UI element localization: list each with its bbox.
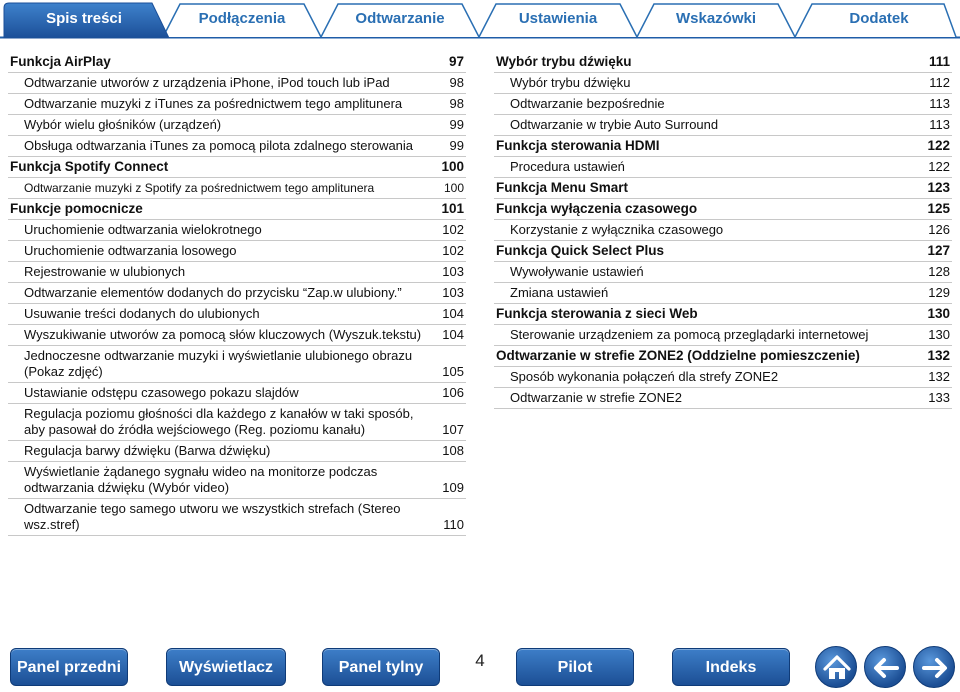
toc-entry[interactable]	[8, 241, 466, 262]
toc-entry-title: Funkcja Menu Smart	[496, 180, 629, 195]
toc-entry-title: Odtwarzanie bezpośrednie	[510, 96, 665, 111]
tab-podlaczenia[interactable]: Podłączenia	[198, 10, 286, 27]
toc-entry[interactable]	[8, 178, 466, 199]
toc-entry-page: 130	[928, 327, 950, 342]
toc-entry-page: 110	[443, 517, 464, 532]
toc-entry-title: Wyszukiwanie utworów za pomocą słów kluczowych (Wyszuk.tekstu)	[24, 327, 422, 342]
toc-entry-title: Wywoływanie ustawień	[510, 264, 644, 279]
toc-entry-title: Regulacja poziomu głośności dla każdego z kanałów w taki sposób, aby pasował do źródła wejściowego (Reg. poziomu kanału)	[24, 406, 414, 437]
toc-entry-page: 109	[442, 480, 464, 495]
toc-entry-title: Odtwarzanie tego samego utworu we wszystkich strefach (Stereo wsz.stref)	[24, 501, 401, 532]
toc-entry[interactable]	[494, 283, 952, 304]
toc-section-entry[interactable]	[494, 136, 952, 157]
toc-entry[interactable]	[8, 283, 466, 304]
toc-section-entry[interactable]	[8, 52, 466, 73]
toc-entry-page: 126	[928, 222, 950, 237]
toc-entry-title: Korzystanie z wyłącznika czasowego	[510, 222, 724, 237]
back-button[interactable]	[864, 646, 906, 688]
toc-section-entry[interactable]	[8, 199, 466, 220]
toc-entry-page: 129	[928, 285, 950, 300]
toc-entry-title: Rejestrowanie w ulubionych	[24, 264, 186, 279]
toc-section-entry[interactable]	[494, 52, 952, 73]
toc-entry[interactable]	[494, 94, 952, 115]
toc-entry-page: 132	[928, 369, 950, 384]
toc-entry-page: 98	[449, 96, 464, 111]
toc-entry[interactable]	[494, 115, 952, 136]
tab-odtwarzanie[interactable]: Odtwarzanie	[355, 10, 445, 27]
toc-entry-page: 100	[441, 159, 464, 174]
toc-entry-page: 130	[927, 306, 950, 321]
toc-entry-title: Funkcja sterowania z sieci Web	[496, 306, 698, 321]
toc-entry[interactable]	[8, 73, 466, 94]
toc-entry-title: Obsługa odtwarzania iTunes za pomocą pilota zdalnego sterowania	[24, 138, 414, 153]
toc-entry[interactable]	[8, 115, 466, 136]
toc-entry-page: 104	[442, 327, 464, 342]
toc-entry-page: 104	[442, 306, 464, 321]
toc-entry[interactable]	[8, 262, 466, 283]
toc-entry-title: Uruchomienie odtwarzania wielokrotnego	[24, 222, 262, 237]
toc-entry[interactable]	[8, 136, 466, 157]
toc-entry-title: Uruchomienie odtwarzania losowego	[24, 243, 237, 258]
toc-entry-title: Odtwarzanie w trybie Auto Surround	[510, 117, 719, 132]
toc-entry-title: Zmiana ustawień	[510, 285, 609, 300]
toc-entry-page: 123	[927, 180, 950, 195]
tab-dodatek[interactable]: Dodatek	[849, 10, 909, 27]
tab-bar	[0, 0, 960, 44]
toc-entry-page: 122	[927, 138, 950, 153]
toc-entry-page: 102	[442, 222, 464, 237]
home-icon	[816, 647, 858, 689]
display-button[interactable]: Wyświetlacz	[166, 648, 286, 686]
toc-entry-title: Wyświetlanie żądanego sygnału wideo na monitorze podczas odtwarzania dźwięku (Wybór video)	[24, 464, 378, 495]
rear-panel-button[interactable]: Panel tylny	[322, 648, 440, 686]
forward-button[interactable]	[913, 646, 955, 688]
toc-entry-page: 103	[442, 264, 464, 279]
toc-entry-page: 113	[929, 96, 950, 111]
toc-entry[interactable]	[494, 73, 952, 94]
toc-entry-page: 105	[442, 364, 464, 379]
toc-entry-title: Funkcja Quick Select Plus	[496, 243, 665, 258]
toc-entry-title: Jednoczesne odtwarzanie muzyki i wyświetlanie ulubionego obrazu (Pokaz zdjęć)	[24, 348, 413, 379]
toc-entry-page: 102	[442, 243, 464, 258]
toc-entry-title: Funkcja Spotify Connect	[10, 159, 169, 174]
toc-entry-title: Sterowanie urządzeniem za pomocą przeglądarki internetowej	[510, 327, 869, 342]
toc-section-entry[interactable]	[494, 346, 952, 367]
arrow-right-icon	[914, 647, 956, 689]
toc-entry-title: Odtwarzanie w strefie ZONE2	[510, 390, 682, 405]
toc-entry-title: Ustawianie odstępu czasowego pokazu slajdów	[24, 385, 299, 400]
index-button[interactable]: Indeks	[672, 648, 790, 686]
toc-entry-page: 128	[928, 264, 950, 279]
toc-entry[interactable]	[8, 304, 466, 325]
toc-section-entry[interactable]	[494, 199, 952, 220]
toc-entry-page: 98	[449, 75, 464, 90]
toc-entry[interactable]	[494, 367, 952, 388]
page-number: 4	[475, 651, 485, 670]
toc-entry-page: 113	[929, 117, 950, 132]
toc-entry-title: Wybór wielu głośników (urządzeń)	[24, 117, 222, 132]
toc-entry-page: 108	[442, 443, 464, 458]
toc-entry[interactable]	[8, 325, 466, 346]
toc-entry[interactable]	[494, 262, 952, 283]
toc-left-column	[8, 52, 466, 536]
toc-entry[interactable]	[8, 220, 466, 241]
toc-section-entry[interactable]	[494, 241, 952, 262]
toc-entry-page: 125	[927, 201, 950, 216]
toc-entry-title: Odtwarzanie muzyki z iTunes za pośrednictwem tego amplitunera	[24, 96, 403, 111]
toc-entry-page: 133	[928, 390, 950, 405]
toc-entry[interactable]	[494, 325, 952, 346]
toc-entry-title: Odtwarzanie w strefie ZONE2 (Oddzielne pomieszczenie)	[496, 348, 860, 363]
toc-entry-page: 101	[441, 201, 464, 216]
toc-section-entry[interactable]	[494, 304, 952, 325]
toc-entry-title: Wybór trybu dźwięku	[496, 54, 632, 69]
toc-entry[interactable]	[8, 404, 466, 441]
toc-right-column	[494, 52, 952, 409]
toc-entry-title: Funkcja AirPlay	[10, 54, 111, 69]
toc-entry-title: Funkcja wyłączenia czasowego	[496, 201, 698, 216]
toc-entry[interactable]	[8, 462, 466, 499]
toc-entry-page: 99	[449, 117, 464, 132]
toc-entry-title: Regulacja barwy dźwięku (Barwa dźwięku)	[24, 443, 271, 458]
toc-entry[interactable]	[494, 220, 952, 241]
toc-entry[interactable]	[8, 94, 466, 115]
toc-entry-title: Usuwanie treści dodanych do ulubionych	[24, 306, 260, 321]
toc-entry-title: Wybór trybu dźwięku	[510, 75, 631, 90]
toc-entry[interactable]	[494, 157, 952, 178]
toc-entry-page: 103	[442, 285, 464, 300]
toc-entry-title: Odtwarzanie elementów dodanych do przycisku “Zap.w ulubiony.”	[24, 285, 402, 300]
tab-spis-tresci[interactable]: Spis treści	[46, 10, 122, 27]
toc-entry-page: 111	[928, 54, 950, 69]
remote-button[interactable]: Pilot	[516, 648, 634, 686]
toc-entry[interactable]	[8, 441, 466, 462]
toc-entry-page: 107	[442, 422, 464, 437]
toc-entry-page: 106	[442, 385, 464, 400]
toc-entry-page: 112	[929, 75, 950, 90]
toc-entry[interactable]	[8, 383, 466, 404]
arrow-left-icon	[865, 647, 907, 689]
toc-entry-title: Funkcja sterowania HDMI	[496, 138, 660, 153]
home-button[interactable]	[815, 646, 857, 688]
toc-entry-title: Odtwarzanie utworów z urządzenia iPhone, iPod touch lub iPad	[24, 75, 390, 90]
toc-section-entry[interactable]	[494, 178, 952, 199]
toc-entry[interactable]	[494, 388, 952, 409]
toc-entry-page: 122	[928, 159, 950, 174]
toc-entry-title: Procedura ustawień	[510, 159, 625, 174]
toc-entry-page: 132	[927, 348, 950, 363]
toc-entry-page: 100	[443, 181, 464, 195]
toc-entry-title: Sposób wykonania połączeń dla strefy ZONE2	[510, 369, 779, 384]
toc-entry-page: 99	[449, 138, 464, 153]
toc-entry-page: 127	[927, 243, 950, 258]
tab-wskazowki[interactable]: Wskazówki	[675, 10, 757, 27]
front-panel-button[interactable]: Panel przedni	[10, 648, 128, 686]
toc-entry[interactable]	[8, 346, 466, 383]
tab-ustawienia[interactable]: Ustawienia	[518, 10, 598, 27]
toc-entry[interactable]	[8, 499, 466, 536]
toc-entry-title: Odtwarzanie muzyki z Spotify za pośrednictwem tego amplitunera	[24, 181, 375, 195]
toc-entry-page: 97	[448, 54, 464, 69]
toc-entry-title: Funkcje pomocnicze	[10, 201, 143, 216]
toc-section-entry[interactable]	[8, 157, 466, 178]
